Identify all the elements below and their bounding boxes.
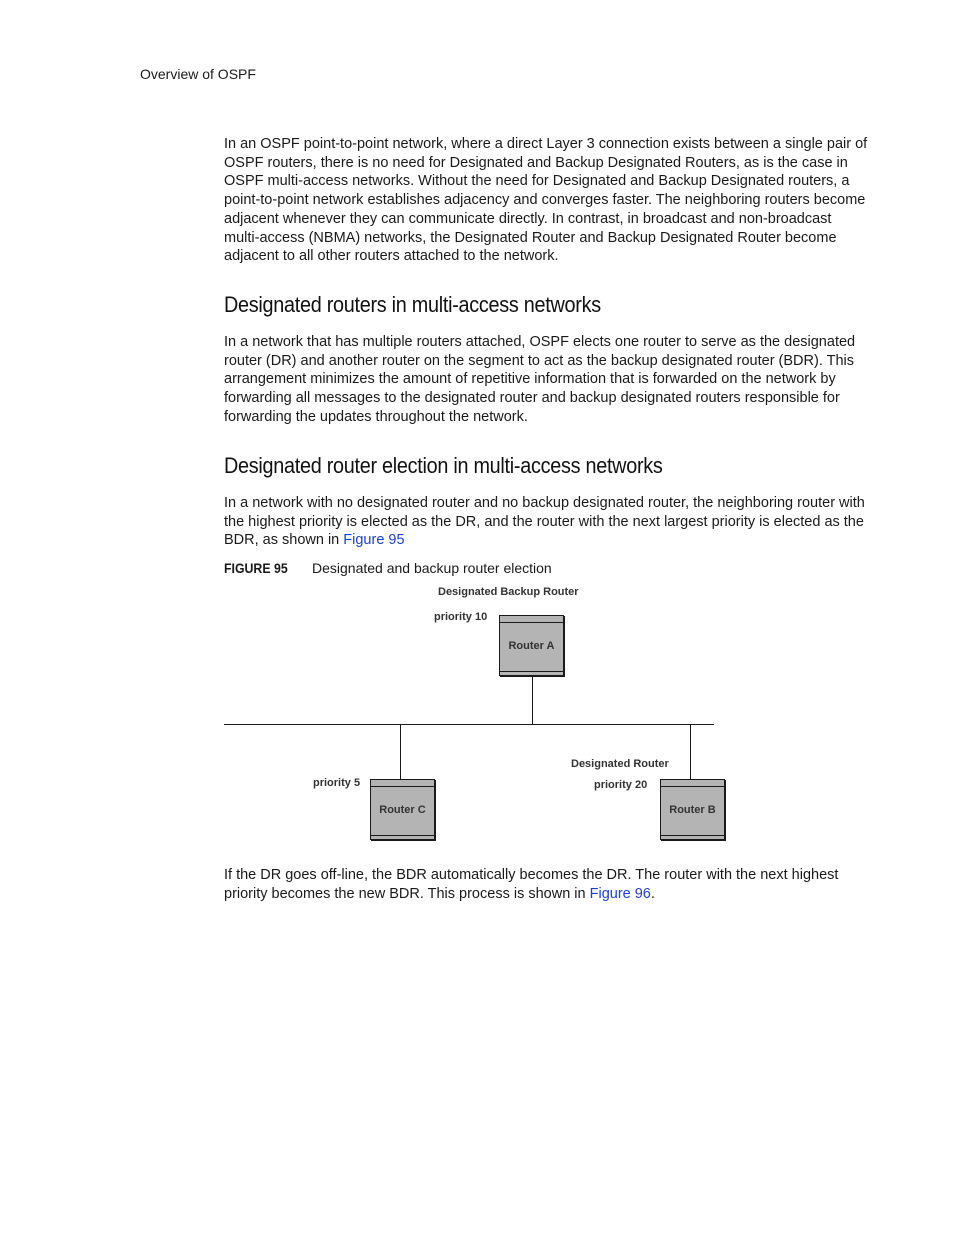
election-text: In a network with no designated router and no backup designated router, the neighboring router with the highest priority is elected as the DR, and the router with the next largest priority is elected as the BDR, as shown in xyxy=(224,495,865,549)
intro-paragraph: In an OSPF point-to-point network, where a direct Layer 3 connection exists between a single pair of OSPF routers, there is no need for Designated and Backup Designated Routers, as is the case in OSPF multi-access networks. Without the need for Designated and Backup Designated routers, a point-to-point network establishes adjacency and converges faster. The neighboring routers become adjacent whenever they can communicate directly. In contrast, in broadcast and non-broadcast multi-access (NBMA) networks, the Designated Router and Backup Designated Router become adjacent to all other routers attached to the network. xyxy=(224,136,868,265)
router-b-link xyxy=(690,724,691,779)
router-a-box xyxy=(499,615,564,676)
router-b-box xyxy=(660,779,725,840)
router-a-priority-label: priority 10 xyxy=(434,611,488,623)
router-c-priority-label: priority 5 xyxy=(313,777,361,789)
offline-paragraph xyxy=(224,866,869,903)
router-b-role-label: Designated Router xyxy=(571,758,669,770)
heading-dr-multi-access: Designated routers in multi-access networks xyxy=(224,292,601,317)
router-c-name: Router C xyxy=(379,803,426,816)
running-header: Overview of OSPF xyxy=(140,66,256,82)
router-a-name: Router A xyxy=(508,639,555,652)
figure-96-link[interactable]: Figure 96 xyxy=(589,885,651,902)
figure-title: Designated and backup router election xyxy=(312,560,552,576)
network-segment-line xyxy=(224,724,714,725)
router-a-link xyxy=(532,676,533,724)
figure-number: FIGURE 95 xyxy=(224,560,288,576)
election-paragraph xyxy=(224,494,869,550)
router-b-priority-label: priority 20 xyxy=(594,779,648,791)
figure-95-link[interactable]: Figure 95 xyxy=(343,532,405,549)
router-c-box xyxy=(370,779,435,840)
router-b-name: Router B xyxy=(669,803,716,816)
heading-dr-election: Designated router election in multi-access networks xyxy=(224,453,663,478)
router-a-role-label: Designated Backup Router xyxy=(438,586,579,598)
dr-paragraph: In a network that has multiple routers attached, OSPF elects one router to serve as the designated router (DR) and another router on the segment to act as the backup designated router (BDR). This arrangement minimizes the amount of repetitive information that is forwarded on the network by forwarding all messages to the designated router and backup designated routers responsible for forwarding the updates throughout the network. xyxy=(224,334,856,425)
router-c-link xyxy=(400,724,401,779)
offline-text: If the DR goes off-line, the BDR automatically becomes the DR. The router with the next highest priority becomes the new BDR. This process is shown in xyxy=(224,867,839,902)
offline-suffix: . xyxy=(650,885,655,902)
